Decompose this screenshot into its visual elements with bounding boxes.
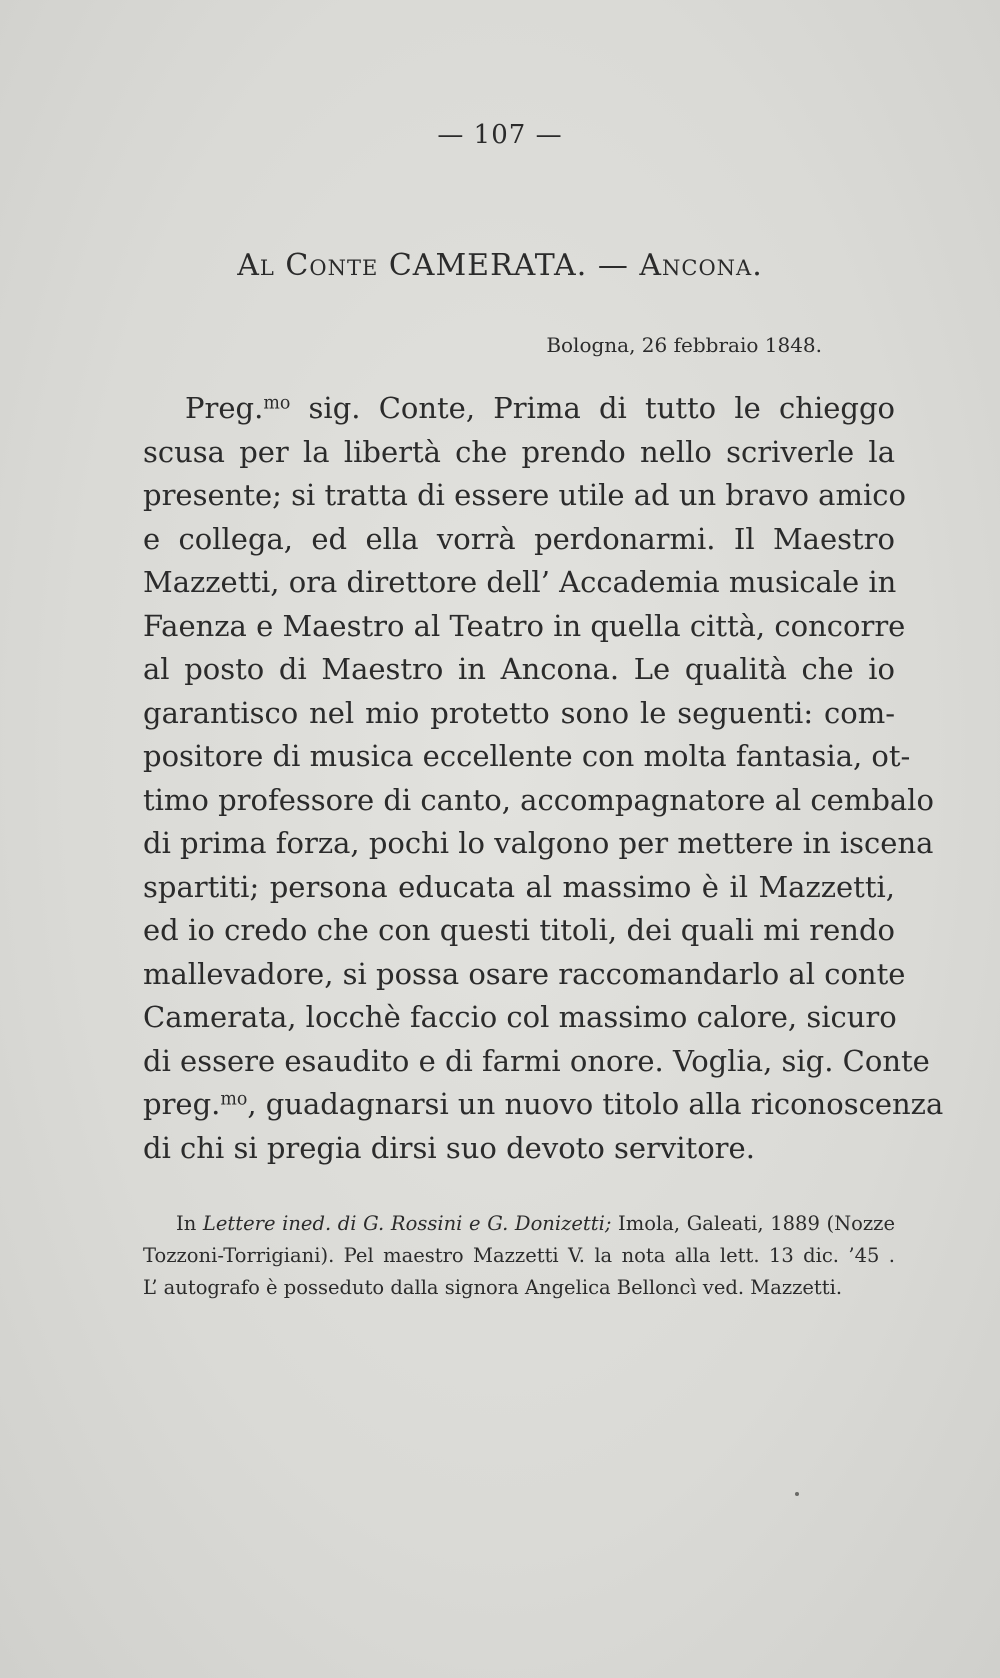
letter-line: scusa per la libertà che prendo nello scriverle la — [143, 434, 895, 469]
letter-line — [143, 387, 895, 431]
letter-line: presente; si tratta di essere utile ad un bravo amico — [143, 478, 906, 512]
letter-line: al posto di Maestro in Ancona. Le qualità che io — [143, 652, 895, 686]
letter-line-text: , guadagnarsi un nuovo titolo alla riconoscenza — [247, 1087, 944, 1121]
footnote-source-title: Lettere ined. di G. Rossini e G. Donizetti; — [202, 1212, 612, 1235]
letter-line: garantisco nel mio protetto sono le seguenti: com- — [143, 695, 895, 730]
letter-line: e collega, ed ella vorrà perdonarmi. Il Maestro — [143, 521, 895, 556]
page-number: — 107 — — [437, 120, 563, 150]
source-footnote — [143, 1208, 895, 1304]
letter-line: spartiti; persona educata al massimo è il Mazzetti, — [143, 869, 895, 904]
footnote-line: L’ autografo è posseduto dalla signora Angelica Belloncì ved. Mazzetti. — [143, 1276, 843, 1299]
heading-al: Al — [237, 248, 275, 283]
opening-prefix: Preg. — [185, 391, 264, 425]
print-speck — [795, 1492, 799, 1496]
letter-line: di essere esaudito e di farmi onore. Voglia, sig. Conte — [143, 1043, 930, 1078]
heading-ancona: Ancona. — [639, 248, 763, 283]
letter-body — [143, 387, 944, 1170]
footnote-line: Tozzoni-Torrigiani). Pel maestro Mazzetti V. la nota alla lett. 13 dic. ’45 . — [143, 1244, 895, 1267]
footnote-line — [143, 1208, 895, 1240]
preg-prefix: preg. — [143, 1087, 221, 1121]
preg-superscript: mo — [220, 1089, 248, 1110]
letter-line: ed io credo che con questi titoli, dei quali mi rendo — [143, 913, 895, 947]
letter-line: di prima forza, pochi lo valgono per mettere in iscena — [143, 826, 934, 860]
heading-camerata: CAMERATA. — [388, 248, 588, 283]
letter-line: Faenza e Maestro al Teatro in quella città, concorre — [143, 608, 906, 643]
footnote-line-text: Imola, Galeati, 1889 (Nozze — [611, 1212, 895, 1235]
heading-dash: — — [597, 248, 629, 283]
letter-closing-line: di chi si pregia dirsi suo devoto servitore. — [143, 1130, 755, 1165]
heading-conte: Conte — [285, 248, 379, 283]
letter-line-text: sig. Conte, Prima di tutto le chieggo — [290, 391, 895, 425]
letter-dateline: Bologna, 26 febbraio 1848. — [546, 333, 822, 357]
opening-superscript: mo — [263, 393, 291, 414]
letter-line: timo professore di canto, accompagnatore al cembalo — [143, 782, 934, 817]
letter-line: positore di musica eccellente con molta fantasia, ot- — [143, 739, 911, 773]
letter-line: Mazzetti, ora direttore dell’ Accademia musicale in — [143, 565, 897, 599]
letter-line — [143, 1083, 944, 1127]
footnote-in: In — [176, 1212, 203, 1235]
letter-heading — [0, 248, 1000, 283]
letter-line: mallevadore, si possa osare raccomandarlo al conte — [143, 956, 906, 991]
letter-line: Camerata, locchè faccio col massimo calore, sicuro — [143, 1000, 897, 1034]
